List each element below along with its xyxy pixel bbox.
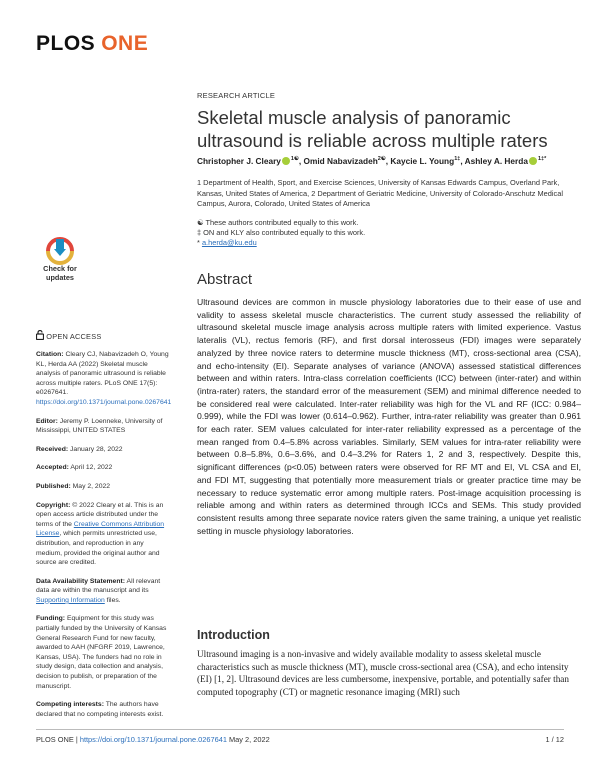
received-block (36, 445, 171, 455)
check-for-updates-badge[interactable] (34, 233, 86, 289)
author-marks: 1‡ (454, 156, 461, 162)
citation-text: Cleary CJ, Nabavizadeh O, Young KL, Herda AA (2022) Skeletal muscle analysis of panoramic ultrasound is reliable across multiple raters. PLoS ONE 17(5): e0267641. (36, 351, 169, 397)
email-link[interactable]: a.herda@ku.edu (201, 237, 257, 247)
orcid-icon[interactable] (529, 157, 537, 165)
author-notes (197, 218, 577, 247)
data-availability-block (36, 577, 171, 606)
editor-block (36, 417, 171, 436)
author-name[interactable]: Kaycie L. Young (390, 156, 455, 166)
funding-label: Funding: (36, 615, 66, 623)
author-marks: 1☯ (290, 156, 299, 162)
data-availability-label: Data Availability Statement: (36, 577, 126, 585)
author-list: Christopher J. Cleary $^{1☯}$, Omid Nabavizadeh$^{2☯}$, Kaycie L. Young$^{1\ddagger}$, Ashley A. Herda $^{1\ddagger*}$ (197, 156, 547, 166)
received-label: Received: (36, 445, 69, 453)
article-metadata-sidebar (36, 350, 171, 728)
page-footer: PLOS ONE | https://doi.org/10.1371/journal.pone.0267641 May 2, 2022 1 / 12 (36, 735, 564, 744)
author-name[interactable]: Ashley A. Herda (464, 156, 528, 166)
received-date: January 28, 2022 (70, 445, 123, 453)
citation-block (36, 350, 171, 408)
footer-divider (36, 729, 564, 730)
editor-label: Editor: (36, 417, 58, 425)
data-availability-text: All relevant data are within the manuscript and its (36, 577, 161, 595)
license-link[interactable]: Creative Commons Attribution License (36, 520, 165, 538)
footer-journal: PLOS ONE (36, 735, 74, 744)
accepted-block (36, 463, 171, 473)
published-block (36, 482, 171, 492)
author-name[interactable]: Omid Nabavizadeh (303, 156, 378, 166)
footer-doi-link[interactable]: https://doi.org/10.1371/journal.pone.0267641 (79, 735, 227, 744)
abstract-text: Ultrasound devices are common in muscle physiology laboratories due to their ease of use and validity to assess skeletal muscle characteristics. The current study assessed the reliability of ultrasound skeletal muscle image analysis across multiple raters with limited experience. Vastus lateralis (VL), rectus femoris (RF), and first dorsal interosseus (FDI) images were separately analyzed by three novice raters to determine muscle thickness (MT), cross-sectional area (CSA), and echo-intensity (EI). Separate analyses of variance (ANOVA) assessed statistical differences between and within raters. Intra-class correlation coefficients (ICC) between (inter-rater) and within (intra-rater) raters, the standard error of the measurement (SEM) and minimal difference needed to be considered real were calculated. Inter-rater reliability was high for the VL and RF (ICC: 0.984–0.999), while the FDI was lower (0.614–0.962). Further, intra-rater reliability was greater than 0.961 for each rater. SEM values calculated for inter-rater reliability expressed as a percentage of the mean ranged from 0.4–5.8% across variables. Similarly, SEM values for intra-rater reliability were between 0.8–5.8%, 0.6–3.6%, and 0.4–3.2% for Raters 1, 2 and 3, respectively. Despite this, significant differences (p<0.05) between raters were observed for RF MT and EI, VL CSA and EI, and FDI MT, suggesting that potentially more measurement trials or greater practice time may be necessary to reduce systematic error among multiple raters. Post-image acquisition processing is reliable among and within raters as determined through ICCs and SEMs. This study provided consistent results among three separate novice raters given the same training, a unique yet realistic setting in muscle physiology laboratories. (197, 297, 581, 536)
introduction-heading: Introduction (197, 628, 270, 642)
introduction-text: Ultrasound imaging is a non-invasive and widely available modality to assess skeletal muscle characteristics such as muscle thickness (MT), muscle cross-sectional area (CSA), and echo intensity (EI) [1, 2]. Ultrasound devices are less cumbersome, inexpensive, portable, and potentially safer than computed topography (CT) or magnetic resonance imaging (MRI) such (197, 649, 569, 697)
competing-interests-block (36, 700, 171, 719)
open-access-label: OPEN ACCESS (46, 332, 102, 341)
abstract-heading: Abstract (197, 271, 253, 288)
check-label-2: updates (46, 272, 74, 282)
logo-plos: PLOS (36, 32, 96, 55)
open-lock-icon (36, 330, 44, 340)
author-marks: 2☯ (377, 156, 386, 162)
supporting-information-link[interactable]: Supporting Information (36, 596, 105, 604)
data-availability-end: files. (104, 596, 121, 604)
check-label-1: Check for (43, 264, 77, 273)
copyright-text: © 2022 Cleary et al. This is an open access article distributed under the terms of the (36, 501, 164, 528)
competing-interests-text: The authors have declared that no competing interests exist. (36, 701, 164, 718)
author-marks: 1‡* (537, 156, 547, 162)
accepted-label: Accepted: (36, 464, 69, 472)
competing-interests-label: Competing interests: (36, 701, 104, 709)
page-number: 1 / 12 (545, 735, 564, 744)
equal-contribution-note: ☯ These authors contributed equally to this work. (197, 218, 359, 227)
article-title: Skeletal muscle analysis of panoramic ultrasound is reliable across multiple raters (197, 107, 548, 151)
affiliations: 1 Department of Health, Sport, and Exercise Sciences, University of Kansas Edwards Campus, Overland Park, Kansas, United States of America, 2 Department of Geriatric Medicine, University of Colorado-Anschutz Medical Campus, Aurora, Colorado, United States of America (197, 178, 563, 208)
funding-block (36, 614, 171, 691)
email-line: * a.herda@ku.edu (197, 237, 257, 247)
copyright-block (36, 501, 171, 568)
journal-logo[interactable] (36, 32, 148, 56)
article-type: RESEARCH ARTICLE (197, 91, 276, 100)
copyright-label: Copyright: (36, 501, 71, 509)
published-date: May 2, 2022 (72, 482, 111, 490)
published-label: Published: (36, 482, 71, 490)
editor-text: Jeremy P. Loenneke, University of Mississippi, UNITED STATES (36, 417, 163, 435)
citation-doi-link[interactable]: https://doi.org/10.1371/journal.pone.0267641 (36, 398, 172, 406)
funding-text: Equipment for this study was partially funded by the University of Kansas General Research Fund for new faculty, awarded to AAH (NFGRF 2019, Lawrence, Kansas, USA). The funders had no role in study design, data collection and analysis, decision to publish, or preparation of the manuscript. (36, 615, 167, 690)
footer-date: May 2, 2022 (229, 735, 270, 744)
citation-label: Citation: (36, 351, 64, 358)
open-access-badge (36, 330, 101, 341)
author-name[interactable]: Christopher J. Cleary (197, 156, 281, 166)
equal-contribution-note: ‡ ON and KLY also contributed equally to this work. (197, 227, 366, 237)
accepted-date: April 12, 2022 (70, 464, 113, 472)
orcid-icon[interactable] (282, 157, 290, 165)
copyright-text-end: , which permits unrestricted use, distribution, and reproduction in any medium, provided the original author and source are credited. (36, 530, 160, 567)
logo-one: ONE (101, 32, 149, 55)
